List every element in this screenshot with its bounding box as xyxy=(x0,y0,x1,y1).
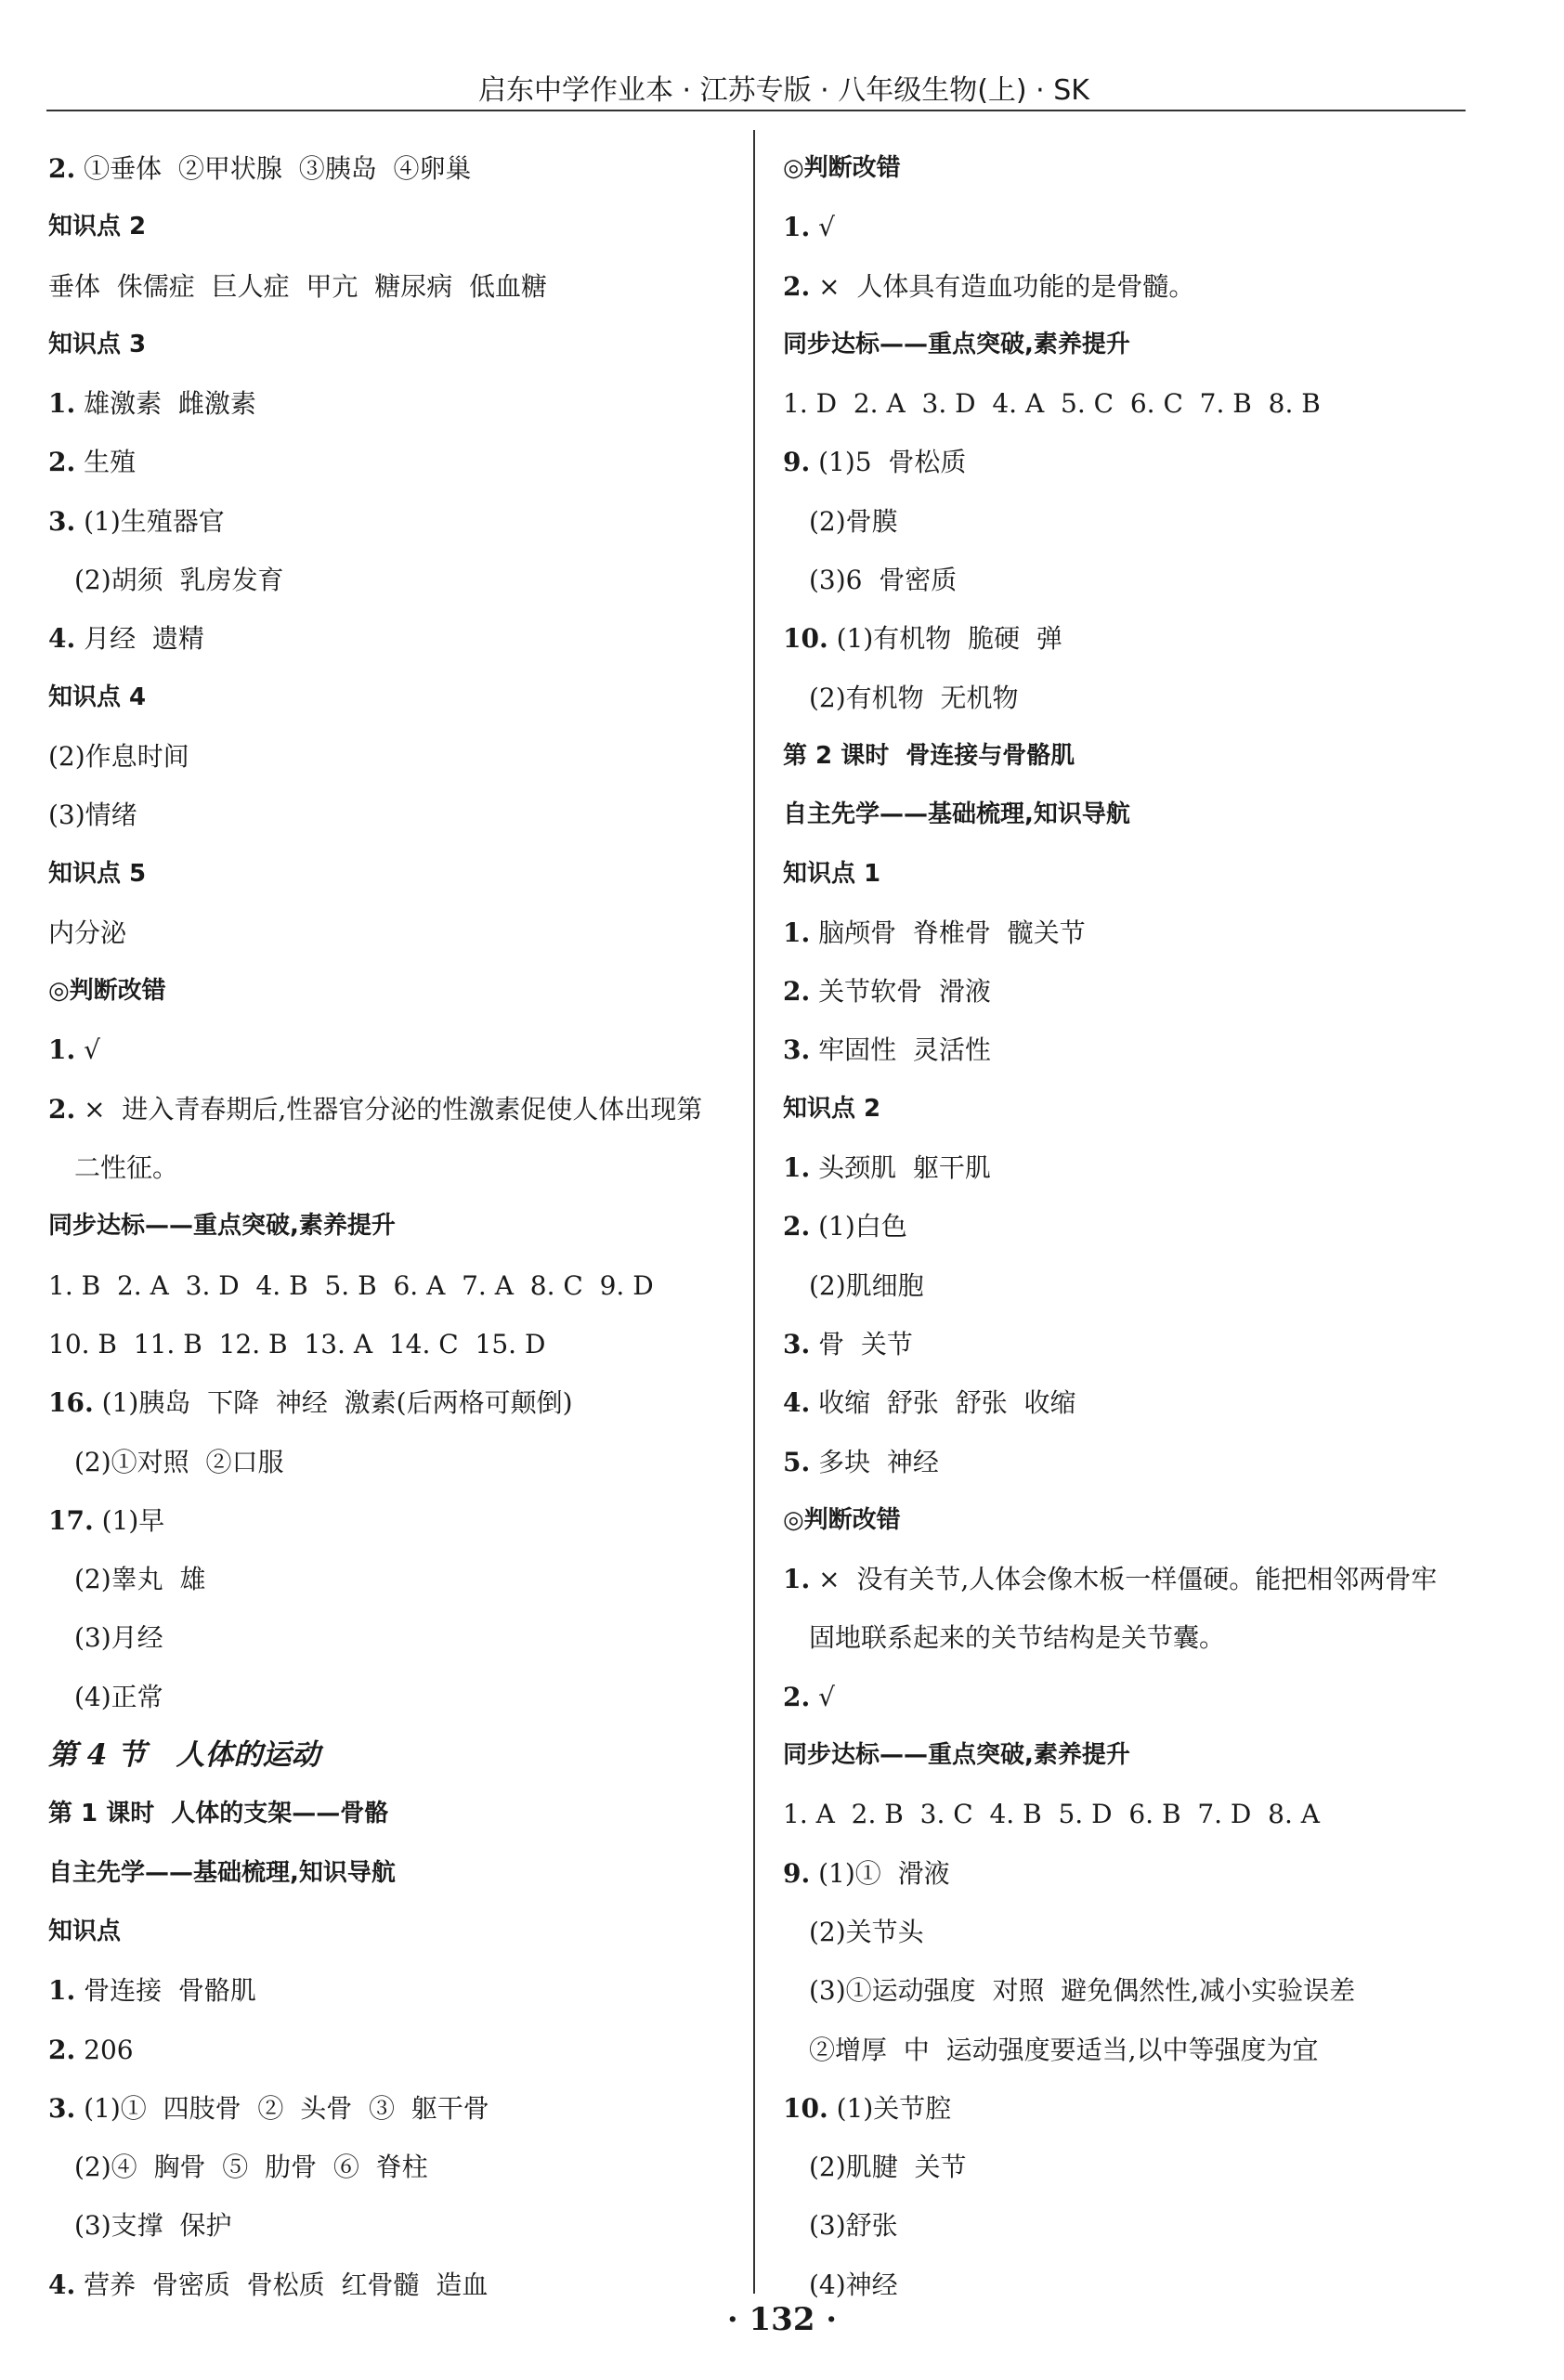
answer-subline: (2)肌细胞 xyxy=(809,1269,924,1301)
section-heading: 知识点 2 xyxy=(783,1094,881,1123)
section-heading: 知识点 2 xyxy=(48,213,147,241)
answer-text: × 没有关节,人体会像木板一样僵硬。能把相邻两骨牢 xyxy=(810,1564,1438,1595)
answer-text: √ xyxy=(75,1034,100,1066)
answer-line xyxy=(48,2021,745,2079)
question-number: 2. xyxy=(48,153,76,184)
section-heading: 知识点 1 xyxy=(783,859,881,888)
answer-text: 骨 关节 xyxy=(810,1328,913,1359)
answer-text: (1)有机物 脆硬 弹 xyxy=(828,623,1062,655)
answer-line xyxy=(783,1373,1489,1432)
running-header: 启东中学作业本 · 江苏专版 · 八年级生物(上) · SK xyxy=(478,74,1089,107)
question-number: 17. xyxy=(48,1504,94,1536)
answer-text: (1)① 四肢骨 ② 头骨 ③ 躯干骨 xyxy=(75,2092,489,2124)
answer-text: √ xyxy=(810,1681,835,1712)
answer-line: 1. D 2. A 3. D 4. A 5. C 6. C 7. B 8. B xyxy=(783,388,1321,420)
answer-line xyxy=(48,1961,745,2020)
answer-line xyxy=(783,904,1489,962)
answer-line: 1. B 2. A 3. D 4. B 5. B 6. A 7. A 8. C 9. D xyxy=(48,1269,654,1301)
question-number: 10. xyxy=(783,623,828,655)
answer-subline: (3)①运动强度 对照 避免偶然性,减小实验误差 xyxy=(809,1975,1356,2007)
answer-text: 脑颅骨 脊椎骨 髋关节 xyxy=(810,917,1086,948)
section-heading: 知识点 4 xyxy=(48,683,147,711)
question-number: 9. xyxy=(783,447,811,478)
answer-subline: (2)胡须 乳房发育 xyxy=(74,565,284,596)
answer-line: 内分泌 xyxy=(48,917,127,948)
answer-line xyxy=(783,2079,1489,2138)
answer-line xyxy=(48,374,745,433)
answer-subline: (3)6 骨密质 xyxy=(809,565,958,596)
answer-line: 垂体 侏儒症 巨人症 甲亢 糖尿病 低血糖 xyxy=(48,270,548,302)
question-number: 2. xyxy=(48,2034,76,2065)
answer-subline: (2)关节头 xyxy=(809,1916,924,1947)
section-heading: ◎判断改错 xyxy=(783,154,901,182)
question-number: 2. xyxy=(48,447,76,478)
answer-text: (1)生殖器官 xyxy=(75,505,225,537)
answer-line: 1. A 2. B 3. C 4. B 5. D 6. B 7. D 8. A xyxy=(783,1799,1321,1830)
answer-line xyxy=(783,1550,1489,1608)
answer-line xyxy=(783,962,1489,1021)
answer-subline: (2)骨膜 xyxy=(809,505,898,537)
answer-line xyxy=(48,1373,745,1432)
answer-line xyxy=(48,1491,745,1550)
answer-text: 生殖 xyxy=(75,447,137,478)
column-divider xyxy=(753,130,755,2294)
answer-text: 头颈肌 躯干肌 xyxy=(810,1152,991,1184)
answer-text: (1)早 xyxy=(93,1504,165,1536)
question-number: 3. xyxy=(783,1034,811,1066)
answer-text: 多块 神经 xyxy=(810,1446,939,1477)
answer-subline: (2)肌腱 关节 xyxy=(809,2152,967,2183)
answer-line: (2)作息时间 xyxy=(48,740,189,772)
section-heading: 知识点 3 xyxy=(48,330,147,358)
section-heading: 自主先学——基础梳理,知识导航 xyxy=(48,1858,396,1887)
answer-subline: (3)支撑 保护 xyxy=(74,2210,232,2242)
section-heading: 同步达标——重点突破,素养提升 xyxy=(783,330,1130,358)
answer-subline: 固地联系起来的关节结构是关节囊。 xyxy=(809,1622,1226,1654)
left-column xyxy=(48,139,745,2314)
question-number: 2. xyxy=(783,270,811,302)
answer-text: √ xyxy=(810,212,835,243)
answer-subline: 二性征。 xyxy=(74,1152,179,1184)
answer-line xyxy=(783,1197,1489,1255)
question-number: 1. xyxy=(783,1152,811,1184)
answer-subline: (3)舒张 xyxy=(809,2210,898,2242)
section-heading: ◎判断改错 xyxy=(48,977,166,1006)
question-number: 3. xyxy=(48,2092,76,2124)
answer-text: (1)胰岛 下降 神经 激素(后两格可颠倒) xyxy=(93,1387,573,1419)
answer-text: 骨连接 骨骼肌 xyxy=(75,1975,256,2007)
question-number: 2. xyxy=(783,976,811,1008)
answer-line xyxy=(48,433,745,491)
question-number: 1. xyxy=(48,388,76,420)
section-heading: 同步达标——重点突破,素养提升 xyxy=(48,1212,396,1241)
answer-line xyxy=(48,1080,745,1138)
section-heading: 知识点 xyxy=(48,1917,122,1945)
answer-text: (1)① 滑液 xyxy=(810,1857,950,1889)
answer-line xyxy=(783,609,1489,668)
question-number: 4. xyxy=(48,623,76,655)
answer-subline: ②增厚 中 运动强度要适当,以中等强度为宜 xyxy=(809,2034,1319,2065)
question-number: 4. xyxy=(48,2269,76,2300)
answer-subline: (4)正常 xyxy=(74,1681,163,1712)
answer-line xyxy=(783,1844,1489,1903)
answer-text: (1)5 骨松质 xyxy=(810,447,967,478)
section-heading: 第 2 课时 骨连接与骨骼肌 xyxy=(783,741,1075,770)
answer-line xyxy=(48,492,745,551)
chapter-heading: 第 4 节 人体的运动 xyxy=(48,1738,320,1773)
answer-line: (3)情绪 xyxy=(48,800,137,831)
answer-line xyxy=(783,1433,1489,1491)
answer-text: 206 xyxy=(75,2034,134,2065)
answer-line xyxy=(48,139,745,198)
answer-line xyxy=(783,433,1489,491)
answer-text: 月经 遗精 xyxy=(75,623,204,655)
question-number: 2. xyxy=(783,1681,811,1712)
question-number: 10. xyxy=(783,2092,828,2124)
answer-subline: (3)月经 xyxy=(74,1622,163,1654)
answer-line xyxy=(783,1021,1489,1079)
answer-subline: (2)睾丸 雄 xyxy=(74,1564,206,1595)
answer-line xyxy=(48,1021,745,1079)
answer-text: 关节软骨 滑液 xyxy=(810,976,991,1008)
right-column xyxy=(783,139,1489,2314)
question-number: 9. xyxy=(783,1857,811,1889)
question-number: 2. xyxy=(783,1211,811,1242)
answer-text: × 人体具有造血功能的是骨髓。 xyxy=(810,270,1195,302)
answer-line xyxy=(48,609,745,668)
answer-text: (1)关节腔 xyxy=(828,2092,952,2124)
question-number: 16. xyxy=(48,1387,94,1419)
answer-subline: (2)①对照 ②口服 xyxy=(74,1446,284,1477)
question-number: 4. xyxy=(783,1387,811,1419)
answer-line xyxy=(783,1668,1489,1726)
answer-line xyxy=(783,1138,1489,1197)
answer-text: ①垂体 ②甲状腺 ③胰岛 ④卵巢 xyxy=(75,153,472,184)
answer-line xyxy=(783,198,1489,256)
section-heading: 第 1 课时 人体的支架——骨骼 xyxy=(48,1800,389,1828)
question-number: 3. xyxy=(783,1328,811,1359)
answer-line xyxy=(783,1315,1489,1373)
answer-text: 牢固性 灵活性 xyxy=(810,1034,991,1066)
answer-line xyxy=(783,257,1489,316)
section-heading: ◎判断改错 xyxy=(783,1505,901,1534)
header-rule xyxy=(46,110,1466,111)
answer-line: 10. B 11. B 12. B 13. A 14. C 15. D xyxy=(48,1328,546,1359)
answer-subline: (2)④ 胸骨 ⑤ 肋骨 ⑥ 脊柱 xyxy=(74,2152,428,2183)
section-heading: 自主先学——基础梳理,知识导航 xyxy=(783,800,1130,829)
question-number: 1. xyxy=(48,1034,76,1066)
answer-text: 雄激素 雌激素 xyxy=(75,388,256,420)
question-number: 1. xyxy=(783,1564,811,1595)
question-number: 2. xyxy=(48,1093,76,1125)
answer-subline: (2)有机物 无机物 xyxy=(809,682,1019,713)
answer-subline: (4)神经 xyxy=(809,2269,898,2300)
section-heading: 知识点 5 xyxy=(48,859,147,888)
question-number: 3. xyxy=(48,505,76,537)
answer-line xyxy=(48,2079,745,2138)
question-number: 1. xyxy=(48,1975,76,2007)
section-heading: 同步达标——重点突破,素养提升 xyxy=(783,1741,1130,1770)
answer-text: × 进入青春期后,性器官分泌的性激素促使人体出现第 xyxy=(75,1093,703,1125)
answer-text: 收缩 舒张 舒张 收缩 xyxy=(810,1387,1076,1419)
question-number: 1. xyxy=(783,212,811,243)
answer-text: (1)白色 xyxy=(810,1211,907,1242)
answer-text: 营养 骨密质 骨松质 红骨髓 造血 xyxy=(75,2269,489,2300)
question-number: 1. xyxy=(783,917,811,948)
page-number: · 132 · xyxy=(726,2301,838,2338)
question-number: 5. xyxy=(783,1446,811,1477)
